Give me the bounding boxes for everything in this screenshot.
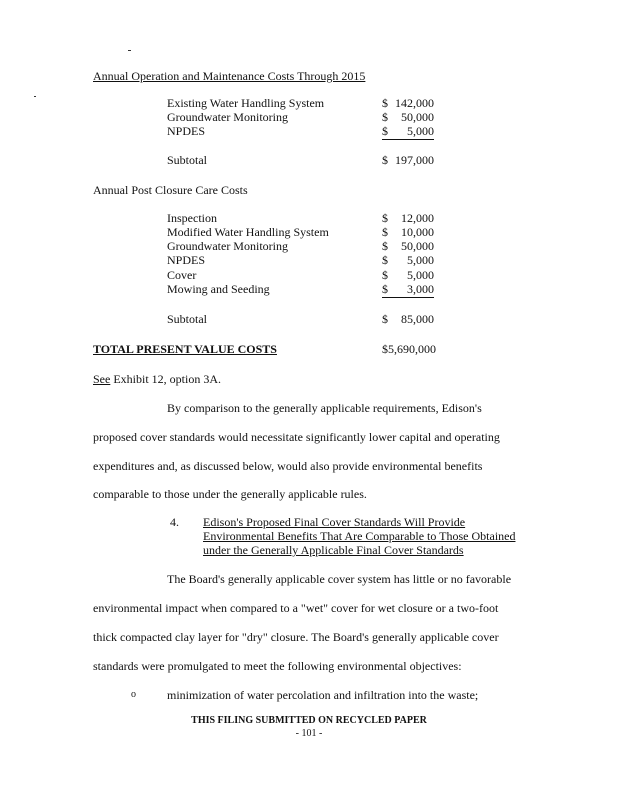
dollar-sign: $ [382, 282, 388, 296]
dollar-sign: $ [382, 153, 388, 167]
citation-text: Exhibit 12, option 3A. [110, 372, 221, 386]
scan-speck [128, 50, 131, 51]
amount-value: 5,000 [407, 268, 434, 282]
paragraph-line: By comparison to the generally applicable requirements, Edison's [167, 401, 482, 415]
dollar-sign: $ [382, 124, 388, 138]
paragraph-line: The Board's generally applicable cover system has little or no favorable [167, 572, 512, 586]
amount-value: 197,000 [395, 153, 434, 167]
total-amount: $5,690,000 [382, 342, 436, 356]
page-number: - 101 - [295, 728, 323, 739]
subheading-number: 4. [170, 515, 179, 529]
section-heading-om-costs: Annual Operation and Maintenance Costs Through 2015 [93, 69, 366, 83]
recycled-paper-notice: THIS FILING SUBMITTED ON RECYCLED PAPER [191, 715, 427, 726]
paragraph-line: standards were promulgated to meet the following environmental objectives: [93, 659, 462, 673]
line-item-label: Groundwater Monitoring [167, 239, 288, 253]
dollar-sign: $ [382, 253, 388, 267]
total-label: TOTAL PRESENT VALUE COSTS [93, 342, 277, 356]
scan-speck [34, 96, 36, 97]
amount-value: 5,000 [407, 124, 434, 138]
dollar-sign: $ [382, 96, 388, 110]
amount-value: 85,000 [401, 312, 434, 326]
amount-value: 5,000 [407, 253, 434, 267]
subheading-line: under the Generally Applicable Final Cover Standards [203, 543, 464, 557]
line-item-label: Groundwater Monitoring [167, 110, 288, 124]
section-heading-post-closure: Annual Post Closure Care Costs [93, 183, 248, 197]
bullet-marker: o [131, 689, 136, 700]
line-item-label: Existing Water Handling System [167, 96, 325, 110]
paragraph-line: comparable to those under the generally applicable rules. [93, 487, 367, 501]
subtotal-label: Subtotal [167, 312, 208, 326]
dollar-sign: $ [382, 268, 388, 282]
dollar-sign: $ [382, 312, 388, 326]
paragraph-line: environmental impact when compared to a "wet" cover for wet closure or a two-foot [93, 601, 499, 615]
line-item-label: NPDES [167, 253, 206, 267]
amount-value: 3,000 [407, 282, 434, 296]
amount-value: 50,000 [401, 110, 434, 124]
subtotal-label: Subtotal [167, 153, 208, 167]
exhibit-citation [93, 373, 221, 385]
bullet-text: minimization of water percolation and infiltration into the waste; [167, 688, 479, 702]
line-item-label: NPDES [167, 124, 206, 138]
line-item-amount [382, 283, 434, 298]
line-item-label: Mowing and Seeding [167, 282, 270, 296]
line-item-label: Modified Water Handling System [167, 225, 329, 239]
subheading-line: Environmental Benefits That Are Comparable to Those Obtained [203, 529, 516, 543]
citation-signal: See [93, 372, 111, 386]
amount-value: 12,000 [401, 211, 434, 225]
amount-value: 10,000 [401, 225, 434, 239]
line-item-amount [382, 125, 434, 140]
paragraph-line: thick compacted clay layer for "dry" closure. The Board's generally applicable cover [93, 630, 499, 644]
dollar-sign: $ [382, 110, 388, 124]
line-item-label: Cover [167, 268, 197, 282]
subheading-line: Edison's Proposed Final Cover Standards Will Provide [203, 515, 466, 529]
paragraph-line: proposed cover standards would necessitate significantly lower capital and operating [93, 430, 500, 444]
dollar-sign: $ [382, 211, 388, 225]
dollar-sign: $ [382, 225, 388, 239]
amount-value: 142,000 [395, 96, 434, 110]
dollar-sign: $ [382, 239, 388, 253]
amount-value: 50,000 [401, 239, 434, 253]
line-item-label: Inspection [167, 211, 217, 225]
paragraph-line: expenditures and, as discussed below, would also provide environmental benefits [93, 459, 483, 473]
